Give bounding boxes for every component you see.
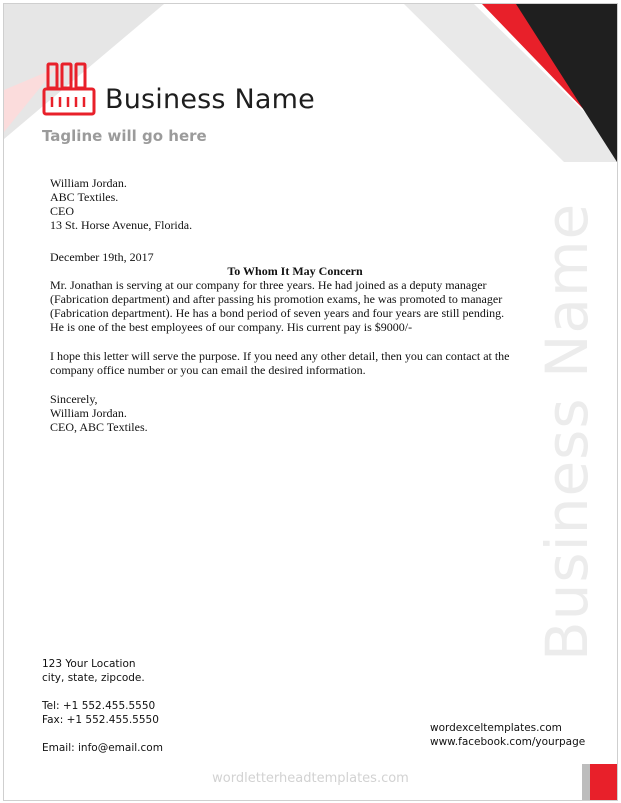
email: Email: info@email.com <box>42 742 163 754</box>
factory-logo-icon <box>42 62 96 116</box>
paragraph-line: (Fabrication department). He has a bond period of seven years and four years are still pending. <box>50 306 505 320</box>
signature-line: William Jordan. <box>50 406 127 420</box>
footer-grey-strip <box>582 764 590 800</box>
paragraph-line: He is one of the best employees of our company. His current pay is $9000/- <box>50 320 413 334</box>
tagline: Tagline will go here <box>42 127 207 145</box>
logo-chimney-left <box>48 64 57 88</box>
letterhead-page <box>3 3 618 801</box>
paragraph-line: I hope this letter will serve the purpose. If you need any other detail, then you can contact at the <box>50 349 510 363</box>
address-line: city, state, zipcode. <box>42 672 145 684</box>
telephone: Tel: +1 552.455.5550 <box>42 700 156 712</box>
paragraph-line: Mr. Jonathan is serving at our company for three years. He had joined as a deputy manager <box>50 278 487 292</box>
closing: Sincerely, <box>50 392 98 406</box>
sender-line: CEO <box>50 204 74 218</box>
logo-chimney-right <box>76 64 85 88</box>
sender-line: William Jordan. <box>50 176 127 190</box>
paragraph-line: (Fabrication department) and after passing his promotion exams, he was promoted to manager <box>50 292 503 306</box>
sender-address <box>50 176 540 232</box>
website-link[interactable]: wordexceltemplates.com <box>430 722 562 734</box>
site-watermark: wordletterheadtemplates.com <box>212 771 409 786</box>
paragraph-2 <box>50 349 540 377</box>
sender-line: ABC Textiles. <box>50 190 119 204</box>
paragraph-1 <box>50 278 540 334</box>
signature-line: CEO, ABC Textiles. <box>50 420 148 434</box>
logo-chimney-middle <box>62 64 71 88</box>
business-name: Business Name <box>105 84 315 115</box>
footer-web <box>430 721 585 749</box>
address-line: 123 Your Location <box>42 658 136 670</box>
sender-line: 13 St. Horse Avenue, Florida. <box>50 218 193 232</box>
paragraph-line: company office number or you can email the desired information. <box>50 363 366 377</box>
letter-subject: To Whom It May Concern <box>227 264 363 278</box>
letter-date: December 19th, 2017 <box>50 250 154 264</box>
footer-contact <box>42 657 163 755</box>
vertical-business-name-watermark: Business Name <box>533 202 601 662</box>
fax: Fax: +1 552.455.5550 <box>42 714 159 726</box>
facebook-link[interactable]: www.facebook.com/yourpage <box>430 736 586 748</box>
signature-block <box>50 406 540 434</box>
letter-body <box>50 176 540 434</box>
